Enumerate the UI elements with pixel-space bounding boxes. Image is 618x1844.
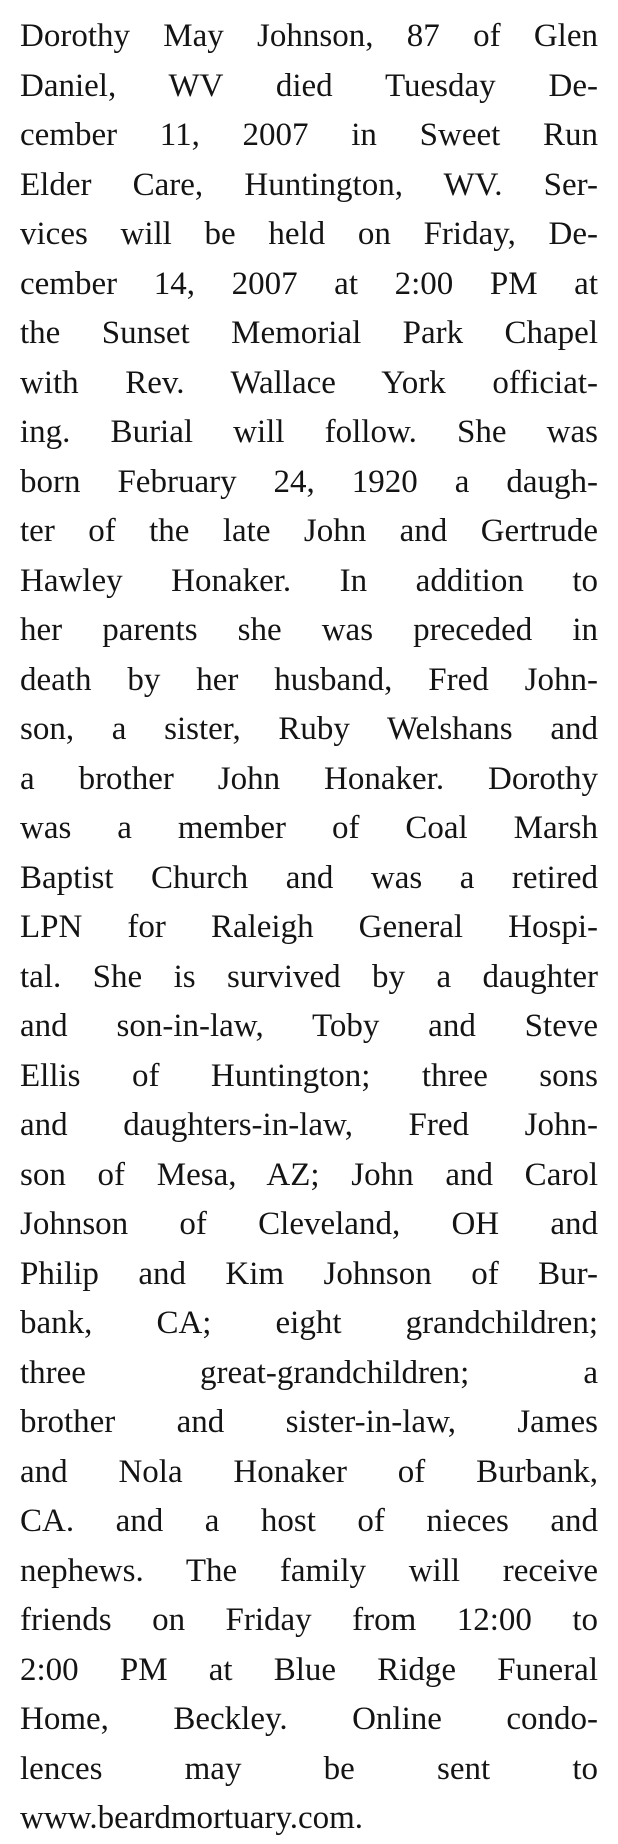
text-line: and son-in-law, Toby and Steve [20,1008,598,1044]
text-line: her parents she was preceded in [20,612,598,648]
text-line: CA. and a host of nieces and [20,1503,598,1539]
text-line: bank, CA; eight grandchildren; [20,1305,598,1341]
text-line: son, a sister, Ruby Welshans and [20,711,598,747]
obituary-text [20,12,598,1844]
text-line: LPN for Raleigh General Hospi- [20,909,598,945]
text-line: Elder Care, Huntington, WV. Ser- [20,166,598,203]
text-line: nephews. The family will receive [20,1552,598,1589]
text-line: Ellis of Huntington; three sons [20,1057,598,1094]
text-line: Daniel, WV died Tuesday De- [20,67,598,104]
text-line: Home, Beckley. Online condo- [20,1701,598,1737]
text-line: death by her husband, Fred John- [20,661,598,698]
text-line: ter of the late John and Gertrude [20,513,598,549]
text-line: born February 24, 1920 a daugh- [20,463,598,500]
text-line: vices will be held on Friday, De- [20,216,598,252]
text-line: with Rev. Wallace York officiat- [20,364,598,401]
text-line: three great-grandchildren; a [20,1354,598,1391]
text-line: ing. Burial will follow. She was [20,414,598,450]
text-line: Hawley Honaker. In addition to [20,562,598,599]
text-line: friends on Friday from 12:00 to [20,1602,598,1638]
text-line: son of Mesa, AZ; John and Carol [20,1156,598,1193]
text-line: Johnson of Cleveland, OH and [20,1206,598,1242]
text-line: and daughters-in-law, Fred John- [20,1107,598,1143]
website-line: www.beardmortuary.com. [20,1800,364,1836]
text-line: tal. She is survived by a daughter [20,958,598,995]
text-line: Baptist Church and was a retired [20,859,598,896]
text-line: cember 14, 2007 at 2:00 PM at [20,265,598,302]
text-line: and Nola Honaker of Burbank, [20,1453,598,1490]
text-line: the Sunset Memorial Park Chapel [20,315,598,351]
text-line: was a member of Coal Marsh [20,810,598,846]
text-line: brother and sister-in-law, James [20,1404,598,1440]
text-line: 2:00 PM at Blue Ridge Funeral [20,1651,598,1688]
text-line: a brother John Honaker. Dorothy [20,760,598,797]
text-line: Dorothy May Johnson, 87 of Glen [20,18,598,54]
text-line: cember 11, 2007 in Sweet Run [20,117,598,153]
text-line: lences may be sent to [20,1750,598,1787]
text-line: Philip and Kim Johnson of Bur- [20,1255,598,1292]
